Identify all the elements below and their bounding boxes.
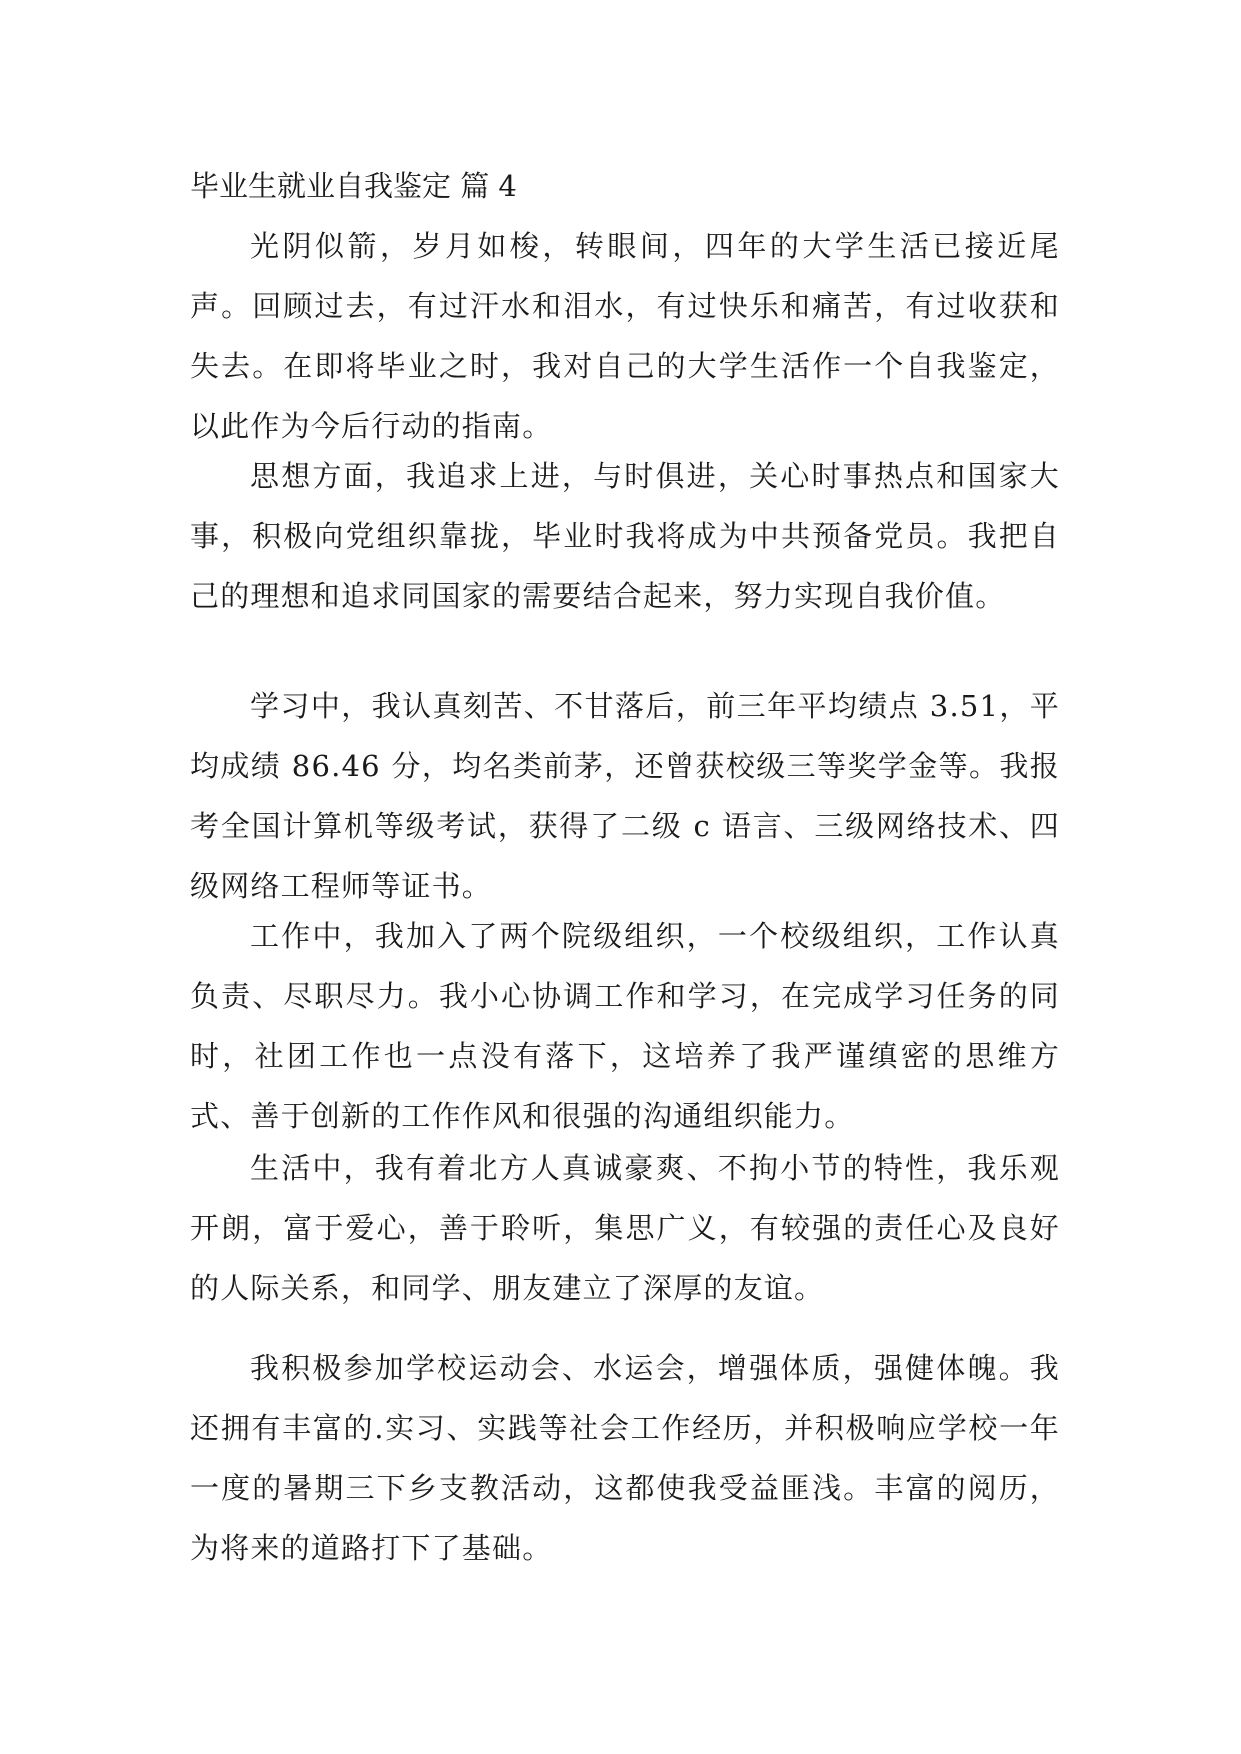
document-title: 毕业生就业自我鉴定 篇 4: [190, 169, 517, 203]
paragraph-work: 工作中，我加入了两个院级组织，一个校级组织，工作认真负责、尽职尽力。我小心协调工作和学习，在完成学习任务的同时，社团工作也一点没有落下，这培养了我严谨缜密的思维方式、善于创新的工作作风和很强的沟通组织能力。: [190, 919, 1060, 1133]
paragraph-life: 生活中，我有着北方人真诚豪爽、不拘小节的特性，我乐观开朗，富于爱心，善于聆听，集思广义，有较强的责任心及良好的人际关系，和同学、朋友建立了深厚的友谊。: [190, 1151, 1060, 1305]
paragraph-intro: 光阴似箭，岁月如梭，转眼间，四年的大学生活已接近尾声。回顾过去，有过汗水和泪水，有过快乐和痛苦，有过收获和失去。在即将毕业之时，我对自己的大学生活作一个自我鉴定，以此作为今后行动的指南。: [190, 229, 1060, 443]
paragraph-ideology: 思想方面，我追求上进，与时俱进，关心时事热点和国家大事，积极向党组织靠拢，毕业时我将成为中共预备党员。我把自己的理想和追求同国家的需要结合起来，努力实现自我价值。: [190, 459, 1060, 613]
paragraph-study: 学习中，我认真刻苦、不甘落后，前三年平均绩点 3.51，平均成绩 86.46 分，均名类前茅，还曾获校级三等奖学金等。我报考全国计算机等级考试，获得了二级 c 语言、三级网络技术、四级网络工程师等证书。: [190, 689, 1060, 903]
paragraph-activities: 我积极参加学校运动会、水运会，增强体质，强健体魄。我还拥有丰富的.实习、实践等社会工作经历，并积极响应学校一年一度的暑期三下乡支教活动，这都使我受益匪浅。丰富的阅历，为将来的道路打下了基础。: [190, 1351, 1060, 1565]
